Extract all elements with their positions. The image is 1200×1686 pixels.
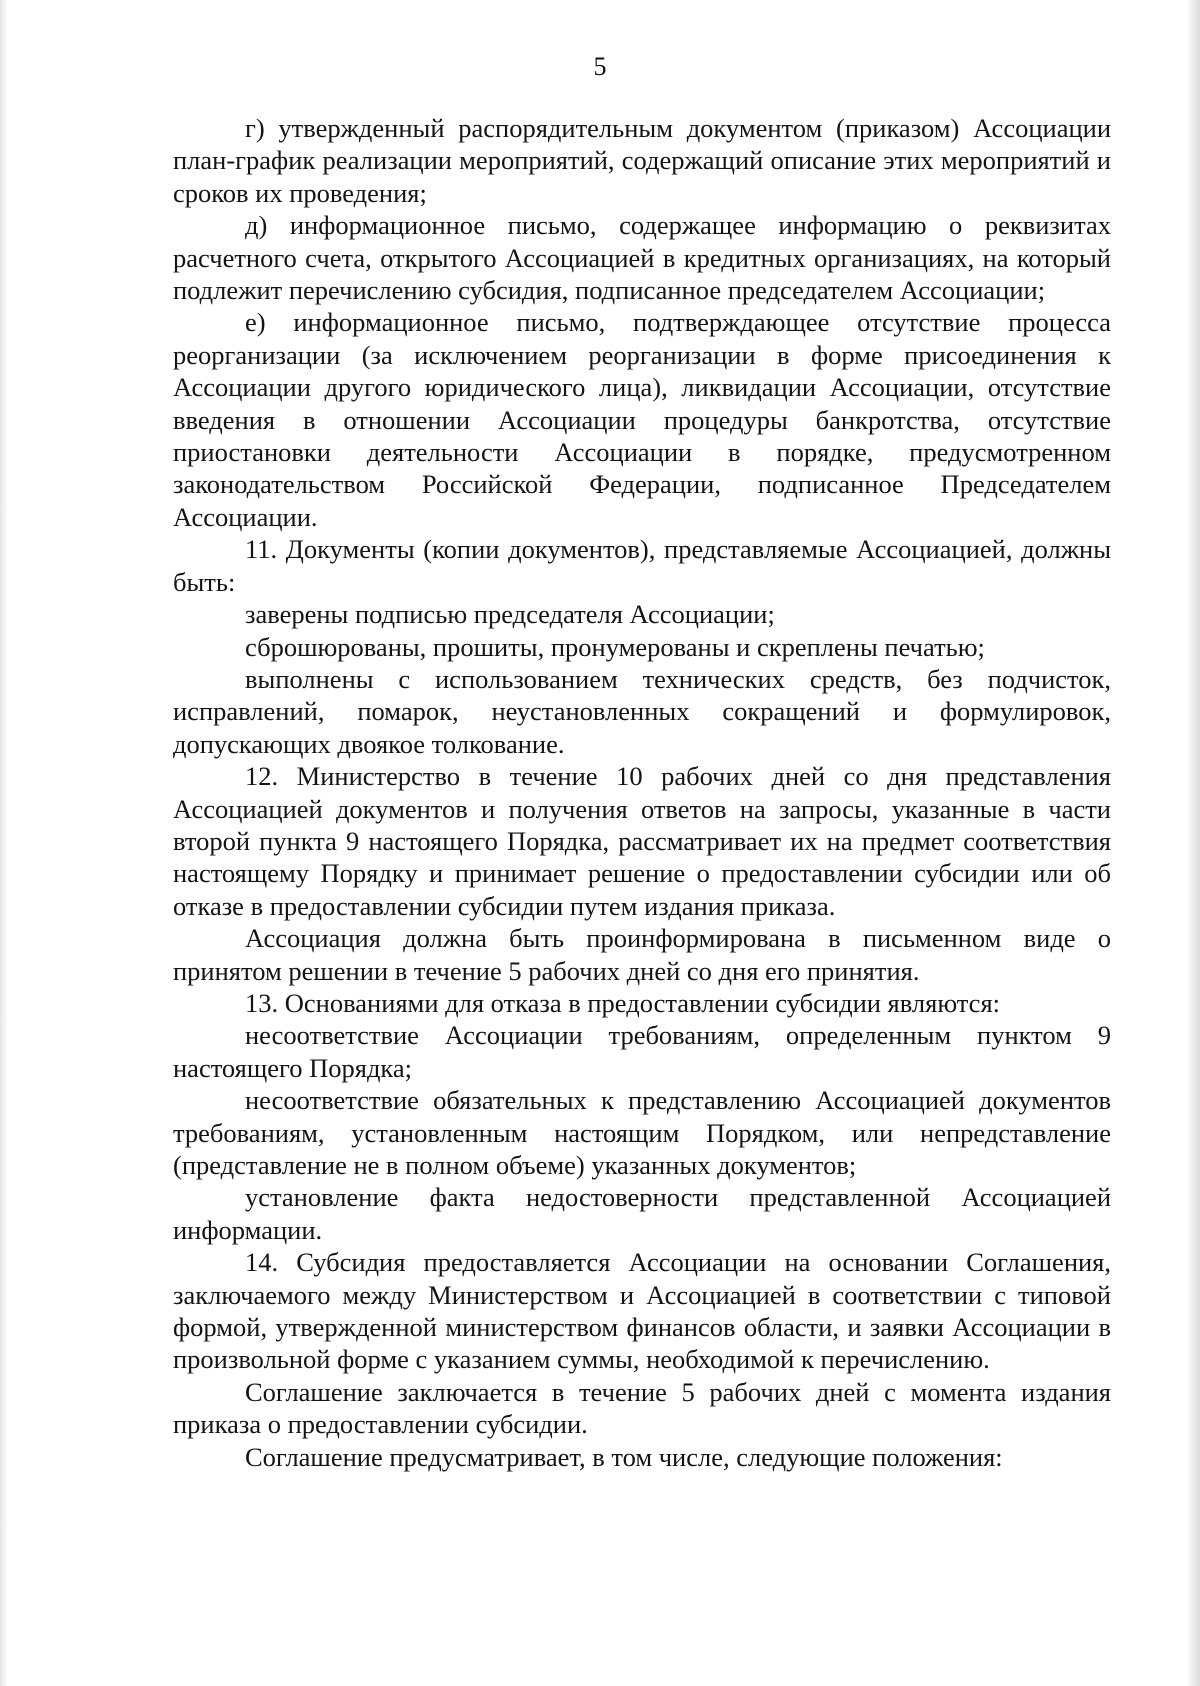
paragraph-clause-11: 11. Документы (копии документов), представляемые Ассоциацией, должны быть: bbox=[173, 534, 1111, 597]
scan-edge-left bbox=[0, 0, 8, 1686]
paragraph-item-e: е) информационное письмо, подтверждающее отсутствие процесса реорганизации (за исключением реорганизации в форме присоединения к Ассоциации другого юридического лица), ликвидации Ассоциации, отсутствие введения в отношении Ассоциации процедуры банкротства, отсутствие приостановки деятельности Ассоциации в порядке, предусмотренном законодательством Российской Федерации, подписанное Председателем Ассоциации. bbox=[173, 307, 1111, 532]
paragraph-clause-11-req-1: заверены подписью председателя Ассоциации; bbox=[245, 599, 775, 630]
paragraph-clause-11-req-2: сброшюрованы, прошиты, пронумерованы и скреплены печатью; bbox=[245, 631, 985, 662]
paragraph-clause-13: 13. Основаниями для отказа в предоставлении субсидии являются: bbox=[245, 987, 1000, 1018]
document-body bbox=[173, 112, 1111, 1473]
paragraph-clause-11-req-3: выполнены с использованием технических средств, без подчисток, исправлений, помарок, неустановленных сокращений и формулировок, допускающих двоякое толкование. bbox=[173, 663, 1111, 759]
paragraph-item-g: г) утвержденный распорядительным документом (приказом) Ассоциации план-график реализации мероприятий, содержащий описание этих мероприятий и сроков их проведения; bbox=[173, 113, 1111, 208]
paragraph-clause-14-provisions: Соглашение предусматривает, в том числе, следующие положения: bbox=[245, 1441, 1003, 1472]
paragraph-item-d: д) информационное письмо, содержащее информацию о реквизитах расчетного счета, открытого Ассоциацией в кредитных организациях, на который подлежит перечислению субсидия, подписанное председателем Ассоциации; bbox=[173, 210, 1111, 306]
scan-edge-right bbox=[1186, 0, 1200, 1686]
paragraph-clause-14-term: Соглашение заключается в течение 5 рабочих дней с момента издания приказа о предоставлении субсидии. bbox=[173, 1376, 1111, 1440]
paragraph-clause-13-ground-2: несоответствие обязательных к представлению Ассоциацией документов требованиям, установленным настоящим Порядком, или непредставление (представление не в полном объеме) указанных документов; bbox=[173, 1085, 1111, 1180]
paragraph-clause-13-ground-1: несоответствие Ассоциации требованиям, определенным пунктом 9 настоящего Порядка; bbox=[173, 1020, 1111, 1083]
paragraph-clause-13-ground-3: установление факта недостоверности представленной Ассоциацией информации. bbox=[173, 1182, 1111, 1245]
page-number: 5 bbox=[593, 52, 607, 81]
paragraph-clause-14: 14. Субсидия предоставляется Ассоциации на основании Соглашения, заключаемого между Министерством и Ассоциацией в соответствии с типовой формой, утвержденной министерством финансов области, и заявки Ассоциации в произвольной форме с указанием суммы, необходимой к перечислению. bbox=[173, 1247, 1111, 1375]
paragraph-clause-12-notice: Ассоциация должна быть проинформирована в письменном виде о принятом решении в течение 5 рабочих дней со дня его принятия. bbox=[173, 923, 1111, 986]
paragraph-clause-12: 12. Министерство в течение 10 рабочих дней со дня представления Ассоциацией документов и получения ответов на запросы, указанные в части второй пункта 9 настоящего Порядка, рассматривает их на предмет соответствия настоящему Порядку и принимает решение о предоставлении субсидии или об отказе в предоставлении субсидии путем издания приказа. bbox=[173, 761, 1111, 921]
